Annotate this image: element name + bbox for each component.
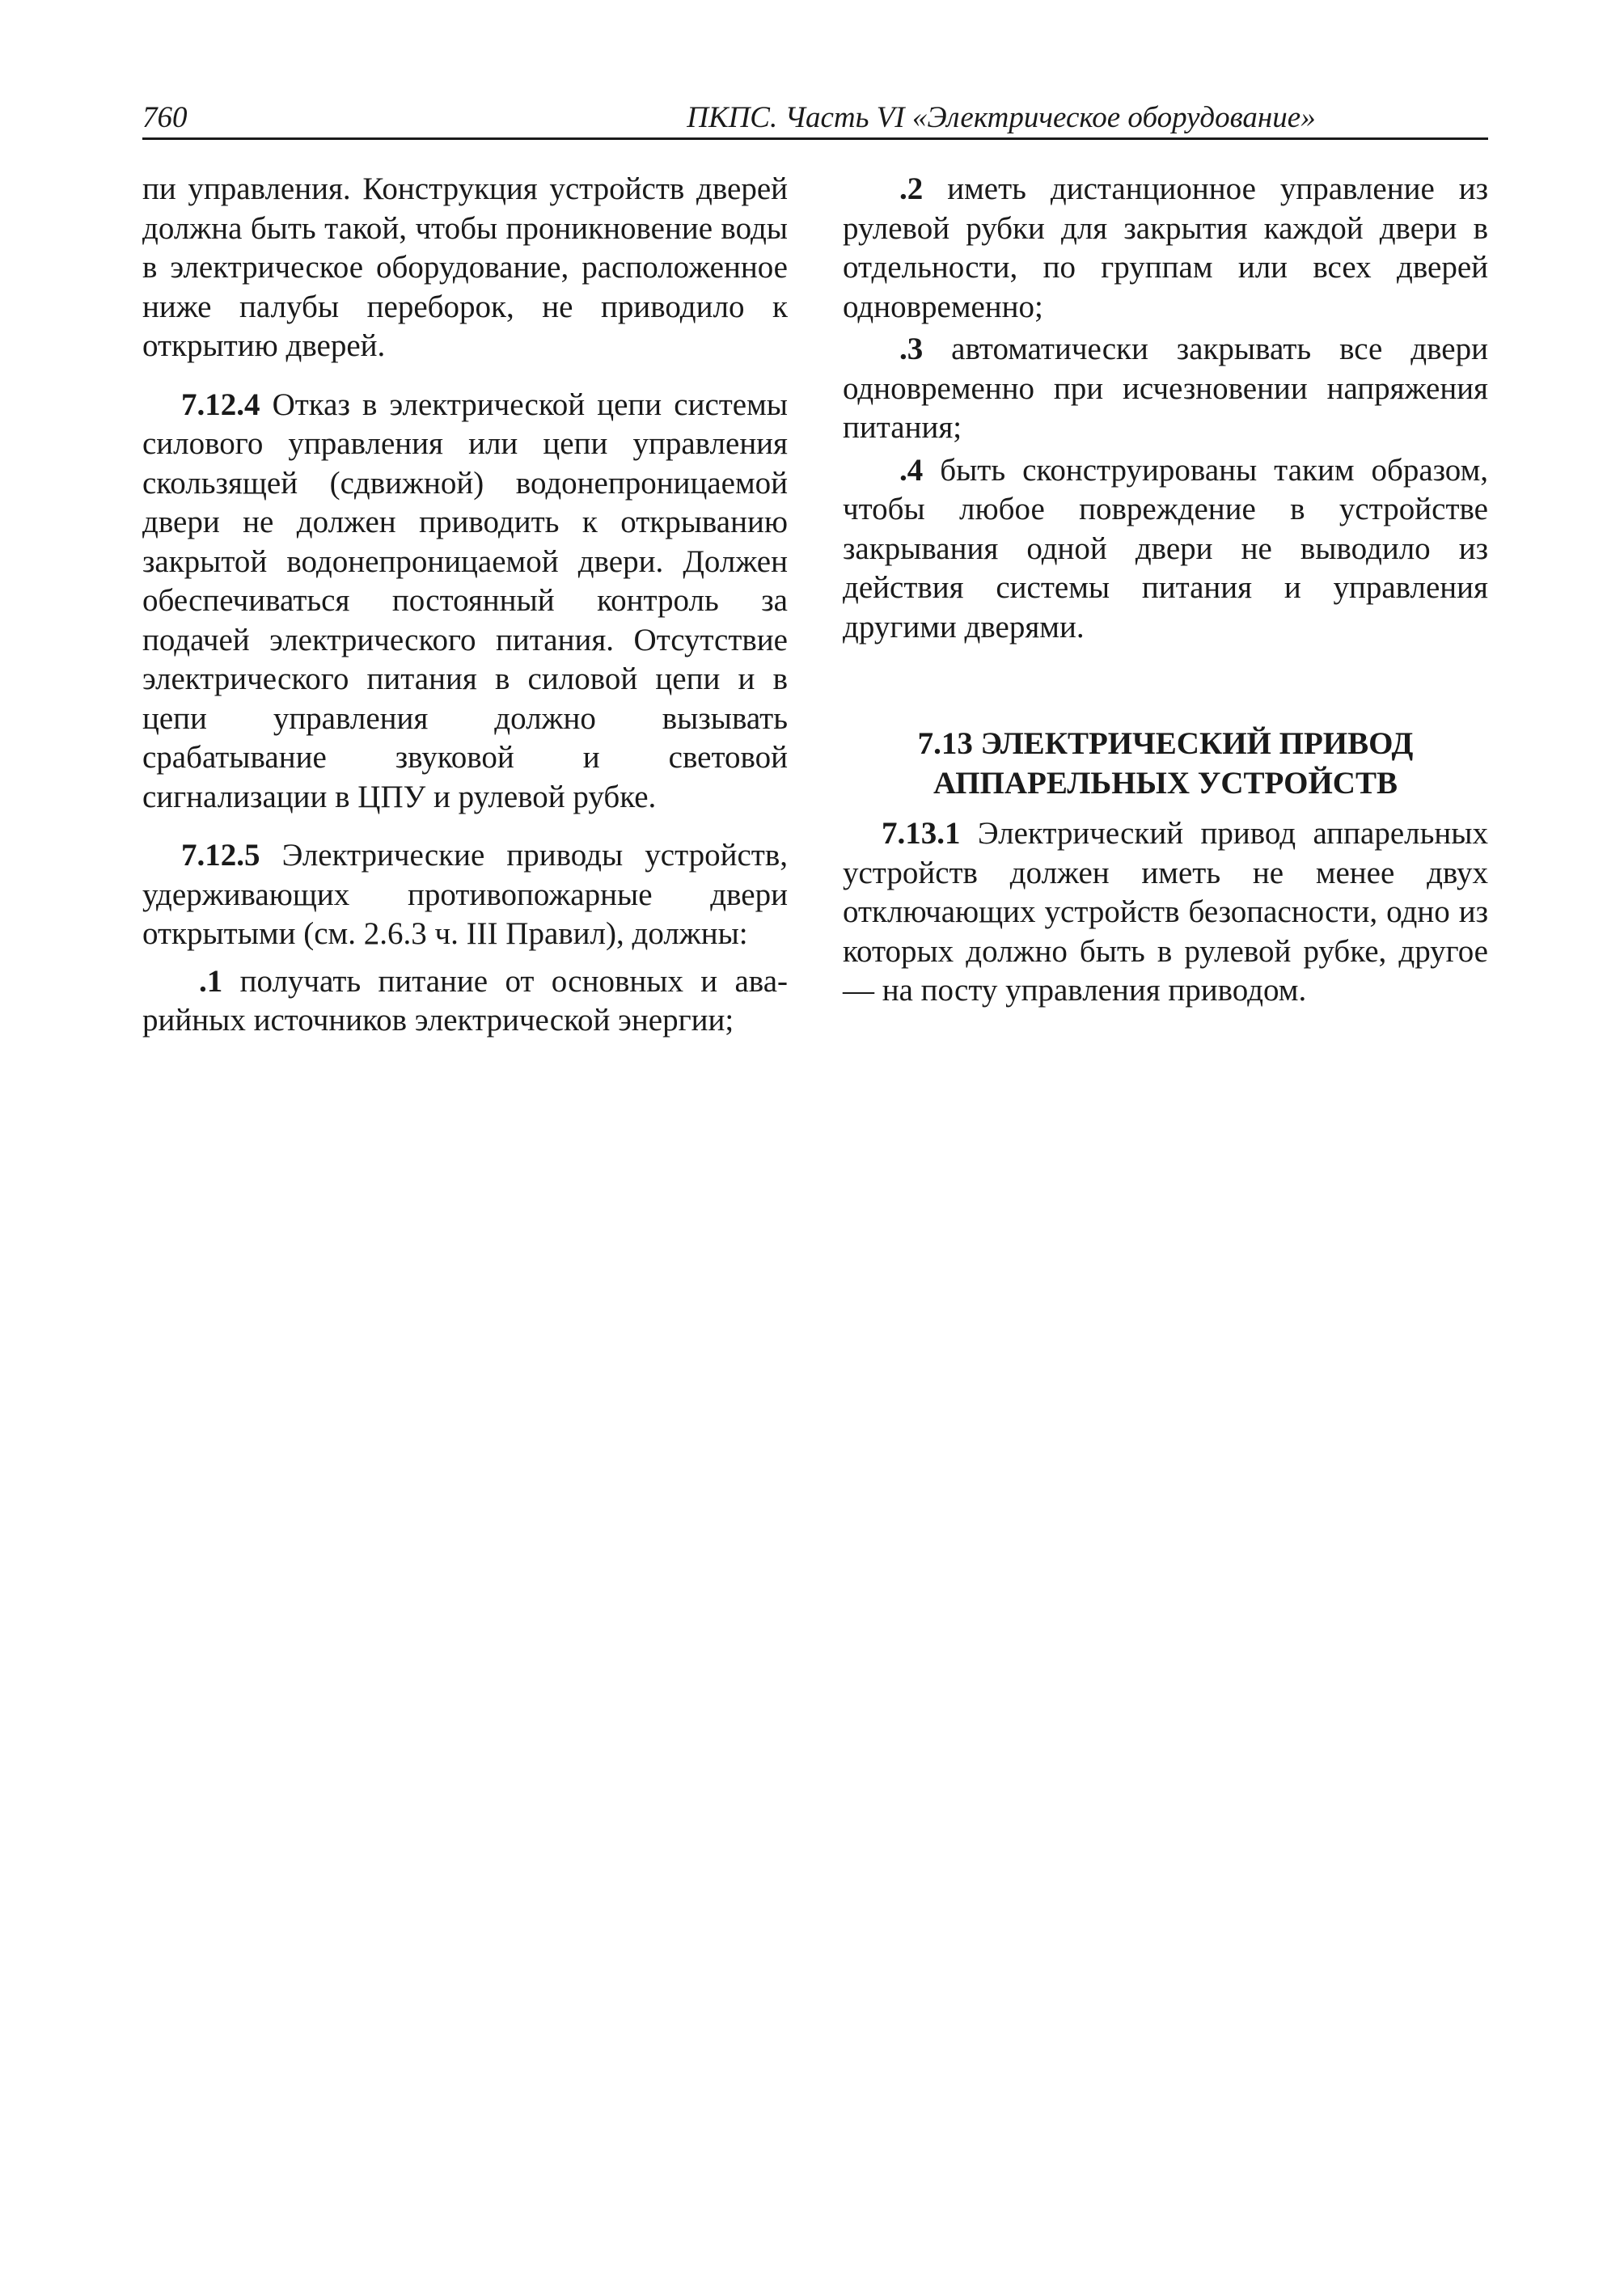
section-heading-7-13 <box>843 725 1488 803</box>
paragraph-7-12-5 <box>142 836 788 954</box>
paragraph-text: Электрический привод аппарельных устройств должен иметь не менее двух отключающих устройств безопасности, одно из которых должно быть в рулевой рубке, другое — на посту управления приводом. <box>843 816 1488 1008</box>
paragraph-number: 7.12.5 <box>181 838 260 873</box>
right-column <box>843 170 1488 1011</box>
list-item-number: .1 <box>199 963 223 999</box>
list-item-text: быть сконструированы таким образом, чтобы любое повреждение в устройстве закрывания одной двери не выводило из действия системы питания и управления другими дверями. <box>843 452 1488 645</box>
paragraph-number: 7.12.4 <box>181 387 260 422</box>
list-item-text: автоматически закрывать все двери одновременно при исчезновении напряжения питания; <box>843 332 1488 445</box>
paragraph-text: Отказ в электрической цепи системы силового управления или цепи управления скользящей (сдвижной) водонепроницаемой двери не должен приводить к открыванию закрытой водонепроницаемой двери. Должен обеспечиваться постоянный контроль за подачей электрического питания. Отсутствие электрического питания в силовой цепи и в цепи управления должно вызывать срабатывание звуковой и световой сигнализации в ЦПУ и рулевой рубке. <box>142 387 788 814</box>
section-heading-line-1: 7.13 ЭЛЕКТРИЧЕСКИЙ ПРИВОД <box>917 726 1414 761</box>
paragraph-text: Электрические приводы устройств, удерживающих противопожарные двери открытыми (см. 2.6.3 ч. III Правил), должны: <box>142 838 788 951</box>
running-title: ПКПС. Часть VI «Электрическое оборудование» <box>687 101 1316 134</box>
page-number: 760 <box>142 101 188 134</box>
page-header <box>142 99 1488 140</box>
list-item-number: .3 <box>899 332 924 366</box>
paragraph-7-13-1 <box>843 814 1488 1011</box>
paragraph-7-12-4 <box>142 386 788 818</box>
list-item-number: .2 <box>899 171 924 206</box>
list-item-number: .4 <box>899 452 924 488</box>
list-item-text: получать питание от основных и аварийных источников электрической энергии; <box>142 963 788 1038</box>
paragraph-number: 7.13.1 <box>882 816 961 851</box>
section-heading-line-2: АППАРЕЛЬНЫХ УСТРОЙСТВ <box>933 765 1398 801</box>
list-item-3 <box>843 330 1488 448</box>
list-item-text: иметь дистанционное управление из рулевой рубки для закрытия каждой двери в отдельности, по группам или всех дверей одновременно; <box>843 171 1488 324</box>
list-item-2 <box>843 170 1488 327</box>
continuation-paragraph: пи управления. Конструкция устройств дверей должна быть такой, чтобы проникновение воды в электрическое оборудование, расположенное ниже палубы переборок, не приводило к открытию дверей. <box>142 171 788 363</box>
left-column <box>142 170 788 1041</box>
list-item-4 <box>843 451 1488 648</box>
list-item-1 <box>142 962 788 1041</box>
